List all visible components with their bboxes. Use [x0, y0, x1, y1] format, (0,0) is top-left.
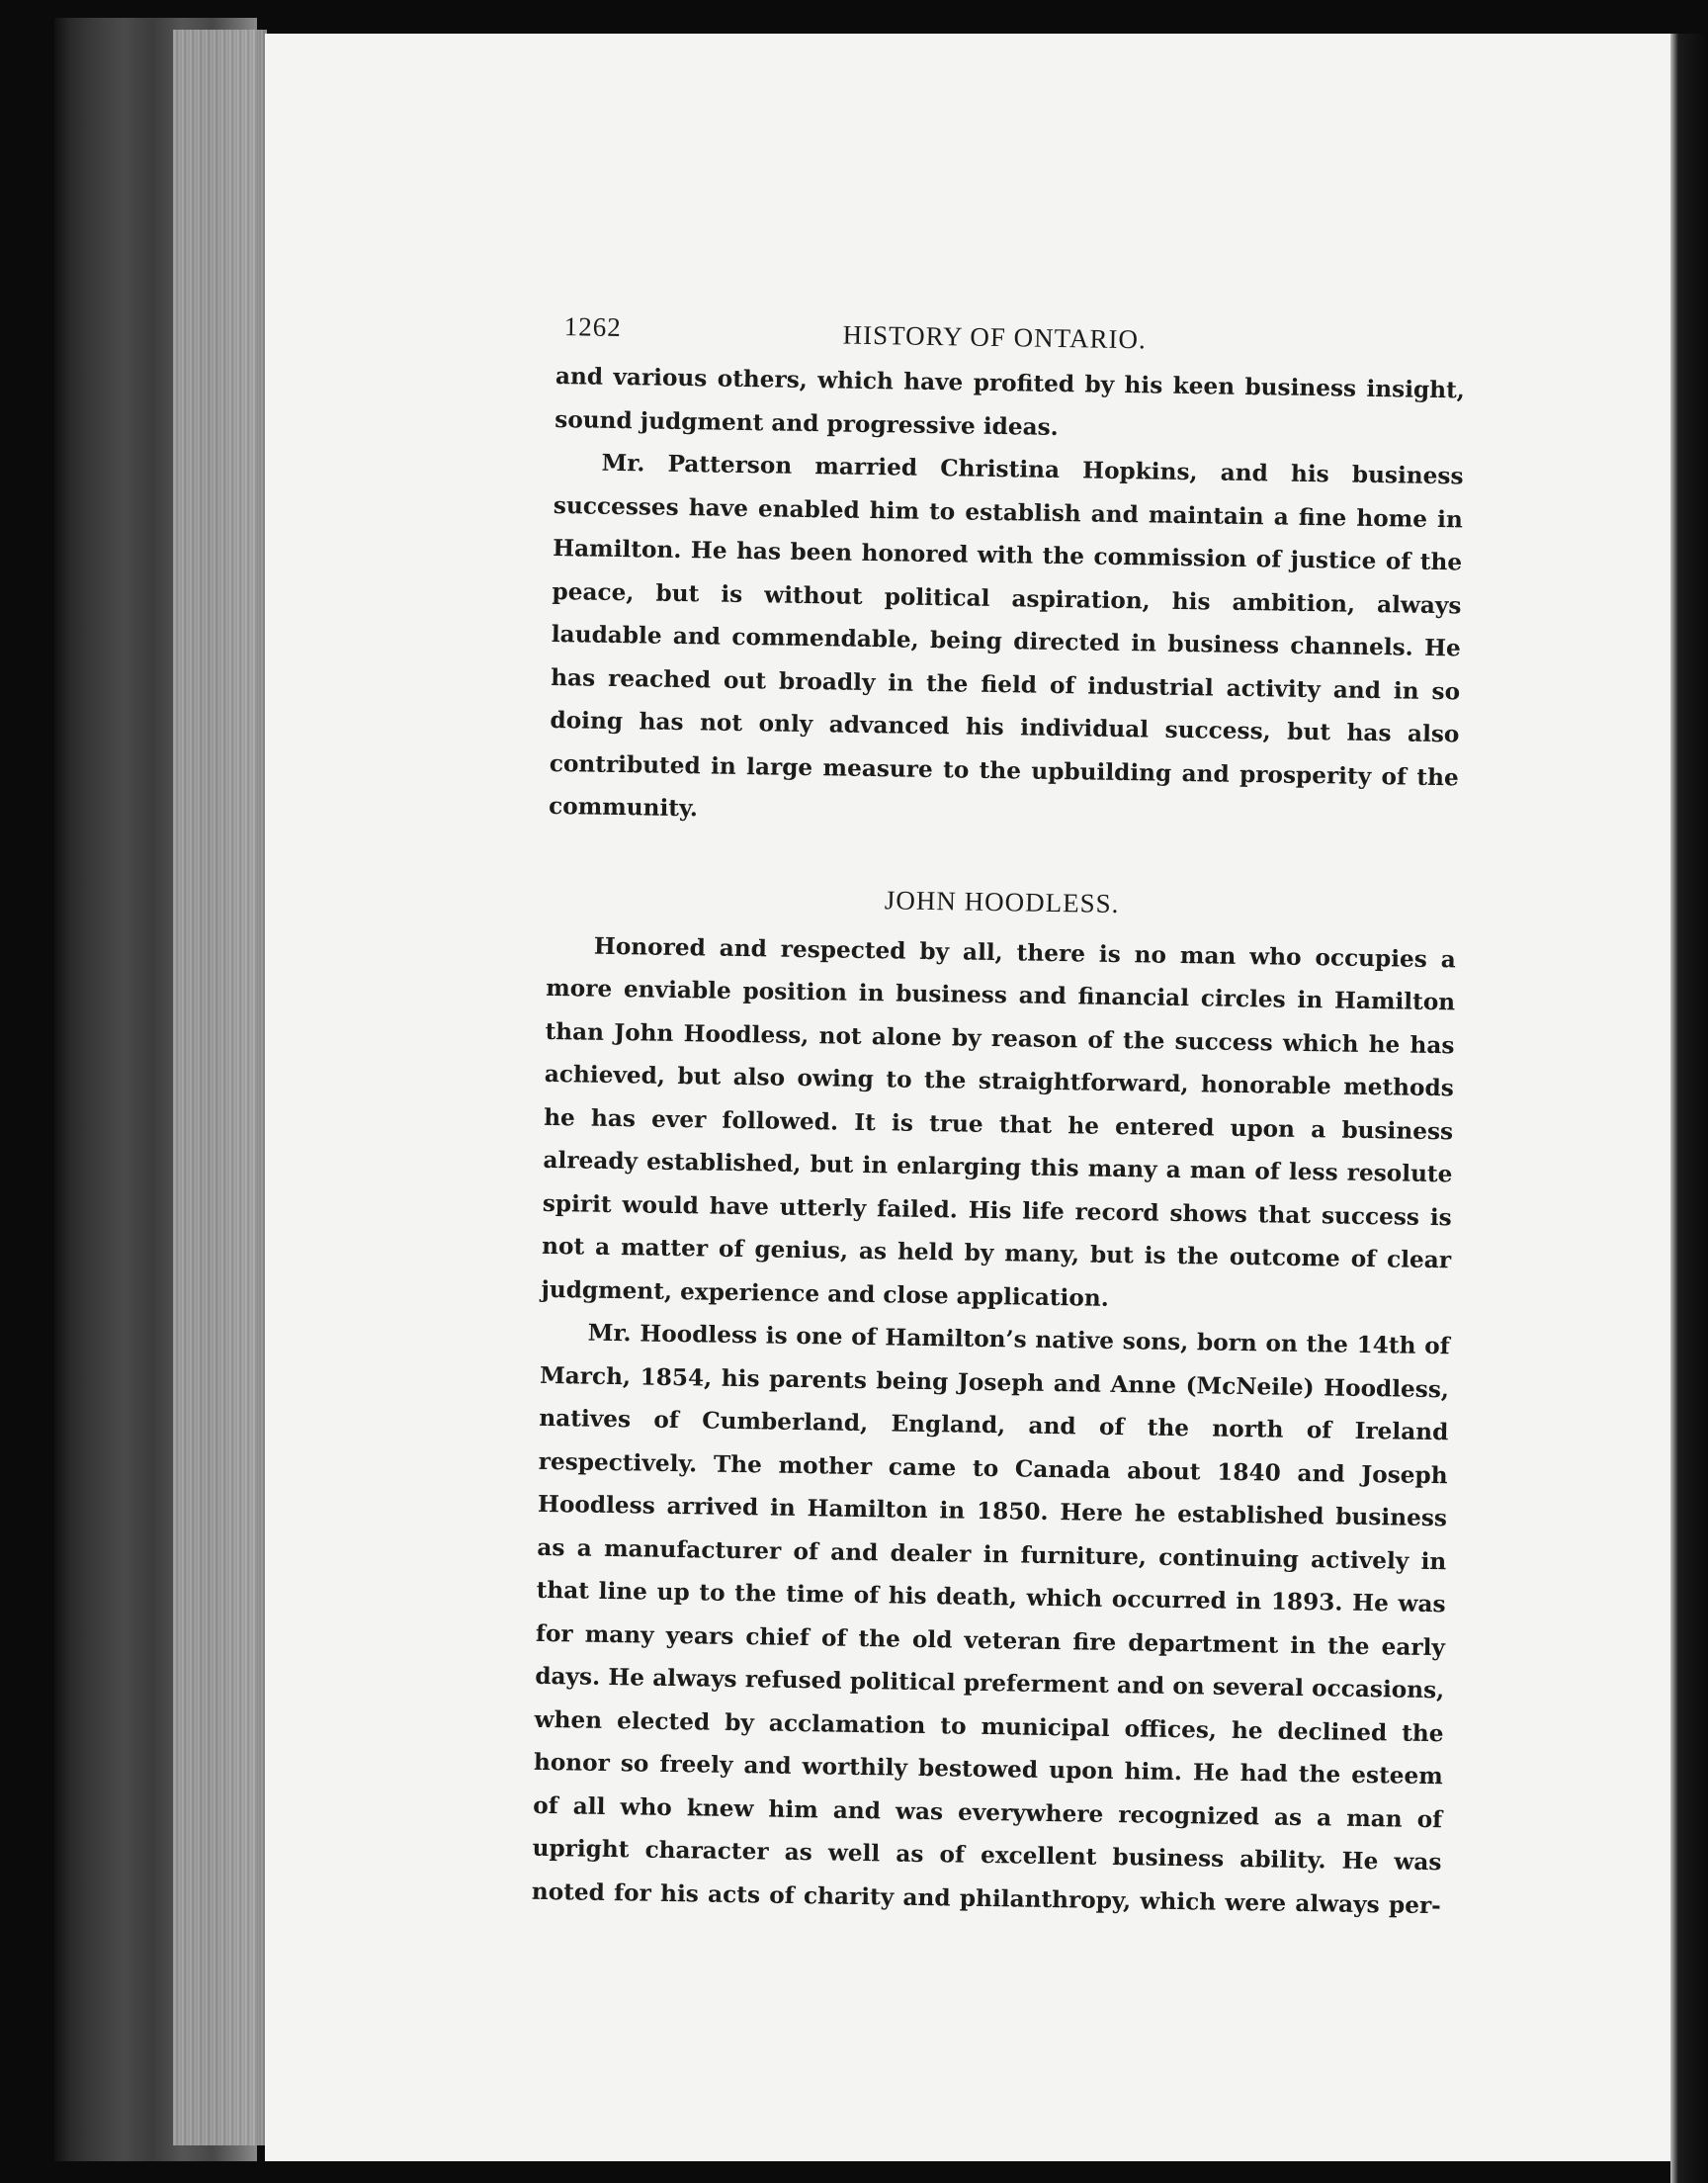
paragraph-hoodless-intro: Honored and respected by all, there is no man who occupies a more enviable position in business and financial circles in Hamilton than John Hoodless, not alone by reason of the success which he has achieved, but also owing to the straightforward, honorable methods he has ever followed. It is true that he entered upon a business already established, but in enlarging this many a man of less resolute spirit would have utterly failed. His life record shows that success is not a matter of genius, as held by many, but is the outcome of clear judgment, experience and close application. — [541, 932, 1457, 1312]
running-title: HISTORY OF ONTARIO. — [842, 319, 1147, 355]
section-heading: JOHN HOODLESS. — [884, 884, 1120, 918]
page-shadow — [1670, 34, 1708, 2183]
page-edges — [173, 30, 267, 2145]
page-number: 1262 — [563, 311, 622, 343]
paragraph-hoodless-family: Mr. Hoodless is one of Hamilton’s native sons, born on the 14th of March, 1854, his parents being Joseph and Anne (McNeile) Hoodless, natives of Cumberland, England, and of the north of Ireland respectively. The mother came to Canada about 1840 and Joseph Hoodless arrived in Hamilton in 1850. Here he established business as a manufacturer of and dealer in furniture, continuing actively in that line up to the time of his death, which occurred in 1893. He was for many years chief of the old veteran fire department in the early days. He always refused political preferment and on several occasions, when elected by acclamation to municipal offices, he declined the honor so freely and worthily bestowed upon him. He had the esteem of all who knew him and was everywhere recognized as a man of upright character as well as of excellent business ability. He was noted for his acts of charity and philanthropy, which were always per- — [531, 1319, 1450, 1919]
paragraph-patterson: Mr. Patterson married Christina Hopkins, and his business successes have enabled him to establish and maintain a fine home in Hamilton. He has been honored with the commission of justice of the peace, but is without political aspiration, his ambition, always laudable and commendable, being directed in business channels. He has reached out broadly in the field of industrial activity and in so doing has not only advanced his individual success, but has also contributed in large measure to the upbuilding and prosperity of the community. — [548, 449, 1464, 823]
page-text — [532, 311, 1466, 1927]
paragraph-continued: and various others, which have profited by his keen business insight, sound judgment and progressive ideas. — [555, 362, 1466, 441]
